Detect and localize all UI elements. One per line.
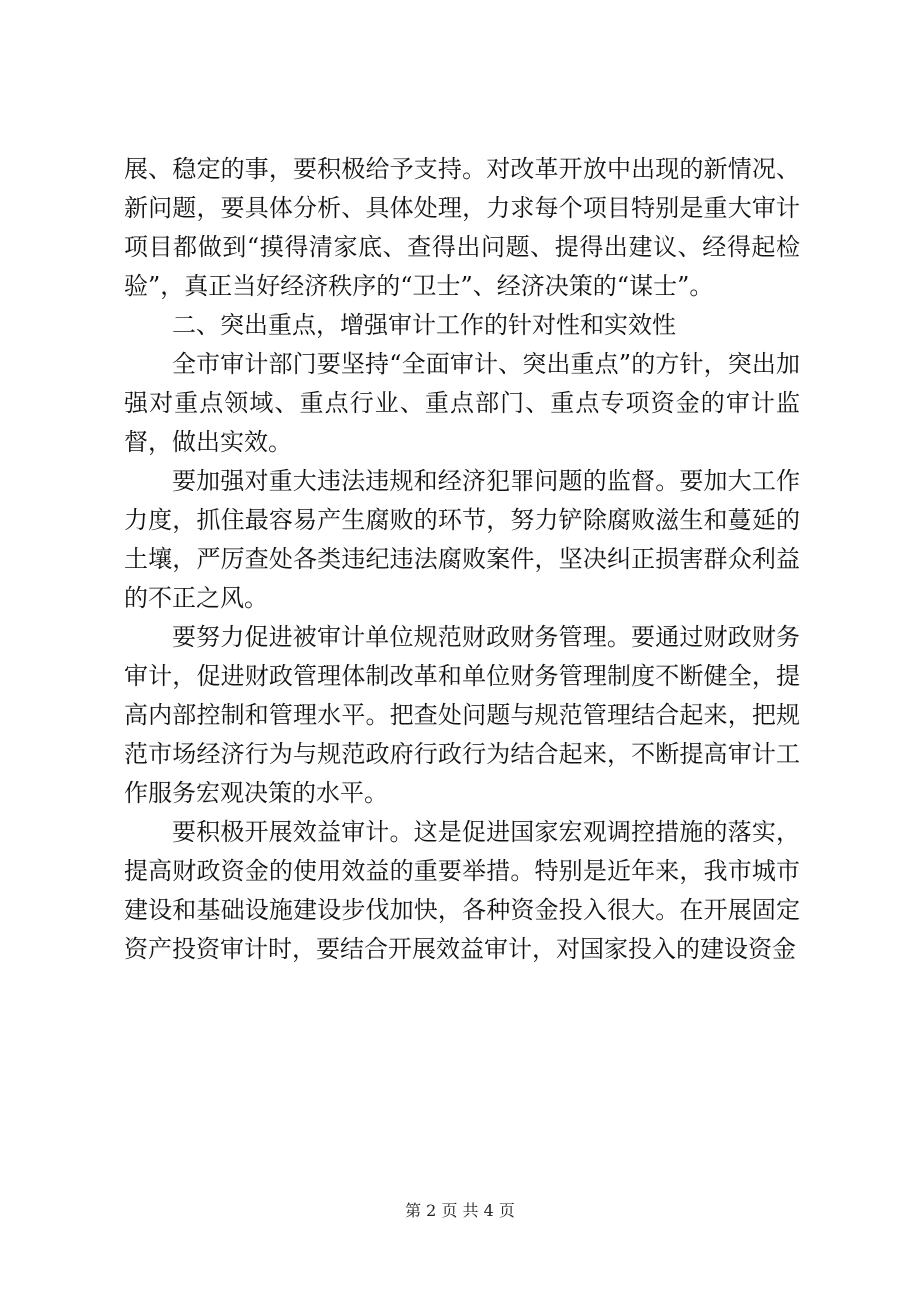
page-number-footer: 第 2 页 共 4 页 — [405, 1201, 515, 1220]
paragraph-continuation: 展、稳定的事，要积极给予支持。对改革开放中出现的新情况、新问题，要具体分析、具体处理，力求每个项目特别是重大审计项目都做到“摸得清家底、查得出问题、提得出建议、经得起检验”，真正当好经济秩序的“卫士”、经济决策的“谋士”。 — [124, 155, 800, 300]
paragraph: 要加强对重大违法违规和经济犯罪问题的监督。要加大工作力度，抓住最容易产生腐败的环节，努力铲除腐败滋生和蔓延的土壤，严厉查处各类违纪违法腐败案件，坚决纠正损害群众利益的不正之风。 — [124, 467, 800, 612]
paragraph: 要努力促进被审计单位规范财政财务管理。要通过财政财务审计，促进财政管理体制改革和单位财务管理制度不断健全，提高内部控制和管理水平。把查处问题与规范管理结合起来，把规范市场经济行为与规范政府行政行为结合起来，不断提高审计工作服务宏观决策的水平。 — [124, 623, 800, 807]
section-heading: 二、突出重点，增强审计工作的针对性和实效性 — [172, 311, 676, 339]
paragraph: 全市审计部门要坚持“全面审计、突出重点”的方针，突出加强对重点领域、重点行业、重点部门、重点专项资金的审计监督，做出实效。 — [124, 350, 800, 456]
document-body — [124, 150, 800, 969]
paragraph: 要积极开展效益审计。这是促进国家宏观调控措施的落实，提高财政资金的使用效益的重要举措。特别是近年来，我市城市建设和基础设施建设步伐加快，各种资金投入很大。在开展固定资产投资审计时，要结合开展效益审计，对国家投入的建设资金 — [124, 818, 800, 963]
